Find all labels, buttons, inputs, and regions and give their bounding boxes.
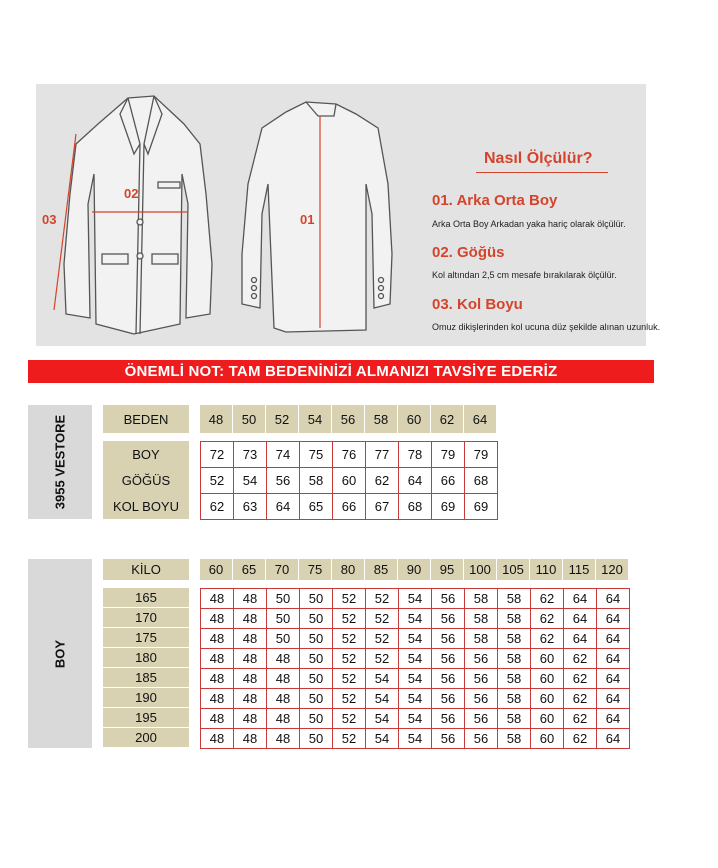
table2-cell: 48 — [266, 648, 300, 669]
table1-cell: 62 — [365, 467, 399, 494]
table2-cell: 50 — [299, 648, 333, 669]
table2-cell: 64 — [596, 628, 630, 649]
table1-row-label: KOL BOYU — [103, 493, 189, 519]
table2-cell: 60 — [530, 728, 564, 749]
table2-cell: 50 — [299, 608, 333, 629]
table1-cell: 66 — [332, 493, 366, 520]
table1-cell: 60 — [332, 467, 366, 494]
table2-cell: 54 — [398, 588, 432, 609]
table1-cell: 52 — [200, 467, 234, 494]
table2-cell: 58 — [497, 688, 531, 709]
table2-row-label: 180 — [103, 648, 189, 667]
table1-cell: 77 — [365, 441, 399, 468]
table1-cell: 74 — [266, 441, 300, 468]
table2-cell: 64 — [563, 628, 597, 649]
weight-header: 85 — [365, 559, 397, 580]
table2-cell: 50 — [299, 628, 333, 649]
table2-cell: 58 — [464, 628, 498, 649]
table1-cell: 58 — [299, 467, 333, 494]
weight-header: 120 — [596, 559, 628, 580]
table2-cell: 60 — [530, 708, 564, 729]
table2-row-label: 165 — [103, 588, 189, 607]
table2-cell: 48 — [200, 688, 234, 709]
table2-cell: 48 — [200, 628, 234, 649]
table2-cell: 60 — [530, 688, 564, 709]
table1-cell: 67 — [365, 493, 399, 520]
table2-cell: 50 — [299, 668, 333, 689]
size-header: 60 — [398, 405, 430, 433]
table2-cell: 48 — [233, 648, 267, 669]
table2-cell: 64 — [563, 608, 597, 629]
table2-cell: 52 — [332, 608, 366, 629]
weight-header: 100 — [464, 559, 496, 580]
table2-cell: 64 — [596, 728, 630, 749]
table1-cell: 75 — [299, 441, 333, 468]
table2-cell: 64 — [596, 608, 630, 629]
table2-cell: 56 — [464, 708, 498, 729]
size-header: 62 — [431, 405, 463, 433]
table2-cell: 48 — [200, 728, 234, 749]
size-header: 64 — [464, 405, 496, 433]
weight-header: 105 — [497, 559, 529, 580]
weight-header: 75 — [299, 559, 331, 580]
table1-cell: 79 — [431, 441, 465, 468]
table2-cell: 64 — [596, 588, 630, 609]
table2-cell: 64 — [596, 648, 630, 669]
table2-cell: 48 — [200, 588, 234, 609]
table2-cell: 48 — [233, 688, 267, 709]
table1-cell: 72 — [200, 441, 234, 468]
table2-row-label: 200 — [103, 728, 189, 747]
table2-cell: 60 — [530, 668, 564, 689]
table2-cell: 54 — [365, 708, 399, 729]
table2-cell: 48 — [200, 708, 234, 729]
table2-cell: 50 — [266, 628, 300, 649]
table2-cell: 48 — [233, 668, 267, 689]
table1-side-label — [28, 405, 92, 519]
size-header: 56 — [332, 405, 364, 433]
table2-cell: 58 — [497, 668, 531, 689]
dim-label-02: 02 — [124, 186, 139, 201]
guide-title-rule — [476, 172, 608, 173]
weight-header: 70 — [266, 559, 298, 580]
table1-cell: 64 — [398, 467, 432, 494]
table2-cell: 58 — [497, 708, 531, 729]
table2-cell: 52 — [332, 588, 366, 609]
table2-cell: 52 — [332, 728, 366, 749]
table2-cell: 54 — [398, 608, 432, 629]
table2-cell: 56 — [431, 728, 465, 749]
table2-cell: 50 — [299, 728, 333, 749]
guide-title: Nasıl Ölçülür? — [484, 150, 593, 167]
size-header: 54 — [299, 405, 331, 433]
table2-cell: 54 — [398, 728, 432, 749]
table2-cell: 54 — [365, 688, 399, 709]
table2-cell: 48 — [266, 728, 300, 749]
table2-cell: 62 — [563, 728, 597, 749]
size-header: 58 — [365, 405, 397, 433]
table2-cell: 50 — [299, 688, 333, 709]
table1-cell: 78 — [398, 441, 432, 468]
table2-cell: 48 — [200, 608, 234, 629]
important-note-banner: ÖNEMLİ NOT: TAM BEDENİNİZİ ALMANIZI TAVSİYE EDERİZ — [28, 360, 654, 383]
table2-cell: 58 — [497, 588, 531, 609]
table2-cell: 48 — [266, 688, 300, 709]
measurement-guide-panel — [36, 84, 646, 346]
table2-side-label — [28, 559, 92, 748]
table2-cell: 50 — [299, 708, 333, 729]
table2-cell: 58 — [464, 608, 498, 629]
step-3-desc: Omuz dikişlerinden kol ucuna düz şekilde alınan uzunluk. — [432, 322, 661, 332]
weight-header: 115 — [563, 559, 595, 580]
table2-row-label: 190 — [103, 688, 189, 707]
jacket-illustration — [36, 84, 646, 346]
table2-cell: 56 — [431, 708, 465, 729]
size-header: 48 — [200, 405, 232, 433]
table2-cell: 58 — [497, 728, 531, 749]
table2-cell: 64 — [563, 588, 597, 609]
table2-cell: 56 — [431, 648, 465, 669]
table2-cell: 56 — [431, 628, 465, 649]
table1-header-label: BEDEN — [103, 405, 189, 433]
table2-cell: 52 — [332, 628, 366, 649]
table2-cell: 64 — [596, 688, 630, 709]
table2-cell: 54 — [398, 688, 432, 709]
weight-header: 80 — [332, 559, 364, 580]
table2-cell: 56 — [431, 588, 465, 609]
table2-cell: 62 — [530, 608, 564, 629]
table2-cell: 64 — [596, 708, 630, 729]
table2-cell: 54 — [398, 668, 432, 689]
step-3-title: 03. Kol Boyu — [432, 296, 523, 313]
table2-row-label: 175 — [103, 628, 189, 647]
table2-cell: 62 — [530, 588, 564, 609]
table2-cell: 58 — [464, 588, 498, 609]
table2-cell: 48 — [266, 668, 300, 689]
table2-cell: 62 — [563, 688, 597, 709]
table2-cell: 56 — [464, 668, 498, 689]
table2-cell: 48 — [233, 588, 267, 609]
table2-cell: 48 — [233, 628, 267, 649]
table1-side-text: 3955 VESTORE — [52, 414, 68, 510]
table1-cell: 64 — [266, 493, 300, 520]
table2-cell: 52 — [365, 588, 399, 609]
table1-cell: 73 — [233, 441, 267, 468]
table2-cell: 62 — [563, 668, 597, 689]
table1-cell: 69 — [464, 493, 498, 520]
step-2-title: 02. Göğüs — [432, 244, 505, 261]
table1-cell: 62 — [200, 493, 234, 520]
dim-label-03: 03 — [42, 212, 57, 227]
table2-cell: 48 — [200, 648, 234, 669]
weight-header: 90 — [398, 559, 430, 580]
table2-cell: 54 — [398, 628, 432, 649]
dim-label-01: 01 — [300, 212, 315, 227]
table2-cell: 54 — [365, 728, 399, 749]
table2-cell: 54 — [398, 708, 432, 729]
table2-cell: 52 — [332, 708, 366, 729]
table2-cell: 48 — [233, 608, 267, 629]
table1-cell: 56 — [266, 467, 300, 494]
table1-cell: 63 — [233, 493, 267, 520]
weight-header: 65 — [233, 559, 265, 580]
table2-cell: 52 — [365, 628, 399, 649]
table2-cell: 52 — [332, 688, 366, 709]
table2-cell: 56 — [431, 668, 465, 689]
table2-cell: 62 — [530, 628, 564, 649]
size-header: 50 — [233, 405, 265, 433]
table2-cell: 52 — [365, 608, 399, 629]
table2-cell: 64 — [596, 668, 630, 689]
table2-cell: 52 — [332, 668, 366, 689]
table1-cell: 66 — [431, 467, 465, 494]
table1-row-label: GÖĞÜS — [103, 467, 189, 493]
table2-cell: 48 — [233, 728, 267, 749]
table1-cell: 79 — [464, 441, 498, 468]
table2-cell: 60 — [530, 648, 564, 669]
table2-cell: 48 — [233, 708, 267, 729]
table2-cell: 56 — [464, 648, 498, 669]
table1-cell: 65 — [299, 493, 333, 520]
table2-cell: 52 — [365, 648, 399, 669]
table2-row-label: 185 — [103, 668, 189, 687]
step-1-desc: Arka Orta Boy Arkadan yaka hariç olarak ölçülür. — [432, 219, 626, 229]
table2-cell: 58 — [497, 648, 531, 669]
weight-header: 110 — [530, 559, 562, 580]
table2-cell: 62 — [563, 648, 597, 669]
weight-header: 95 — [431, 559, 463, 580]
table2-cell: 56 — [464, 728, 498, 749]
table2-row-label: 195 — [103, 708, 189, 727]
table2-cell: 50 — [266, 608, 300, 629]
table2-cell: 54 — [365, 668, 399, 689]
table2-cell: 50 — [266, 588, 300, 609]
table2-cell: 58 — [497, 628, 531, 649]
table2-row-label: 170 — [103, 608, 189, 627]
table2-cell: 48 — [200, 668, 234, 689]
table2-cell: 56 — [431, 688, 465, 709]
step-1-title: 01. Arka Orta Boy — [432, 192, 558, 209]
table1-cell: 68 — [464, 467, 498, 494]
step-2-desc: Kol altından 2,5 cm mesafe bırakılarak ölçülür. — [432, 270, 617, 280]
table2-cell: 58 — [497, 608, 531, 629]
table1-cell: 69 — [431, 493, 465, 520]
size-header: 52 — [266, 405, 298, 433]
table2-cell: 52 — [332, 648, 366, 669]
table2-cell: 54 — [398, 648, 432, 669]
table1-cell: 54 — [233, 467, 267, 494]
table2-cell: 50 — [299, 588, 333, 609]
table2-side-text: BOY — [52, 639, 68, 668]
table2-cell: 48 — [266, 708, 300, 729]
table2-cell: 62 — [563, 708, 597, 729]
table1-cell: 76 — [332, 441, 366, 468]
weight-header: 60 — [200, 559, 232, 580]
table1-cell: 68 — [398, 493, 432, 520]
table1-row-label: BOY — [103, 441, 189, 467]
table2-cell: 56 — [431, 608, 465, 629]
table2-header-label: KİLO — [103, 559, 189, 580]
table2-cell: 56 — [464, 688, 498, 709]
